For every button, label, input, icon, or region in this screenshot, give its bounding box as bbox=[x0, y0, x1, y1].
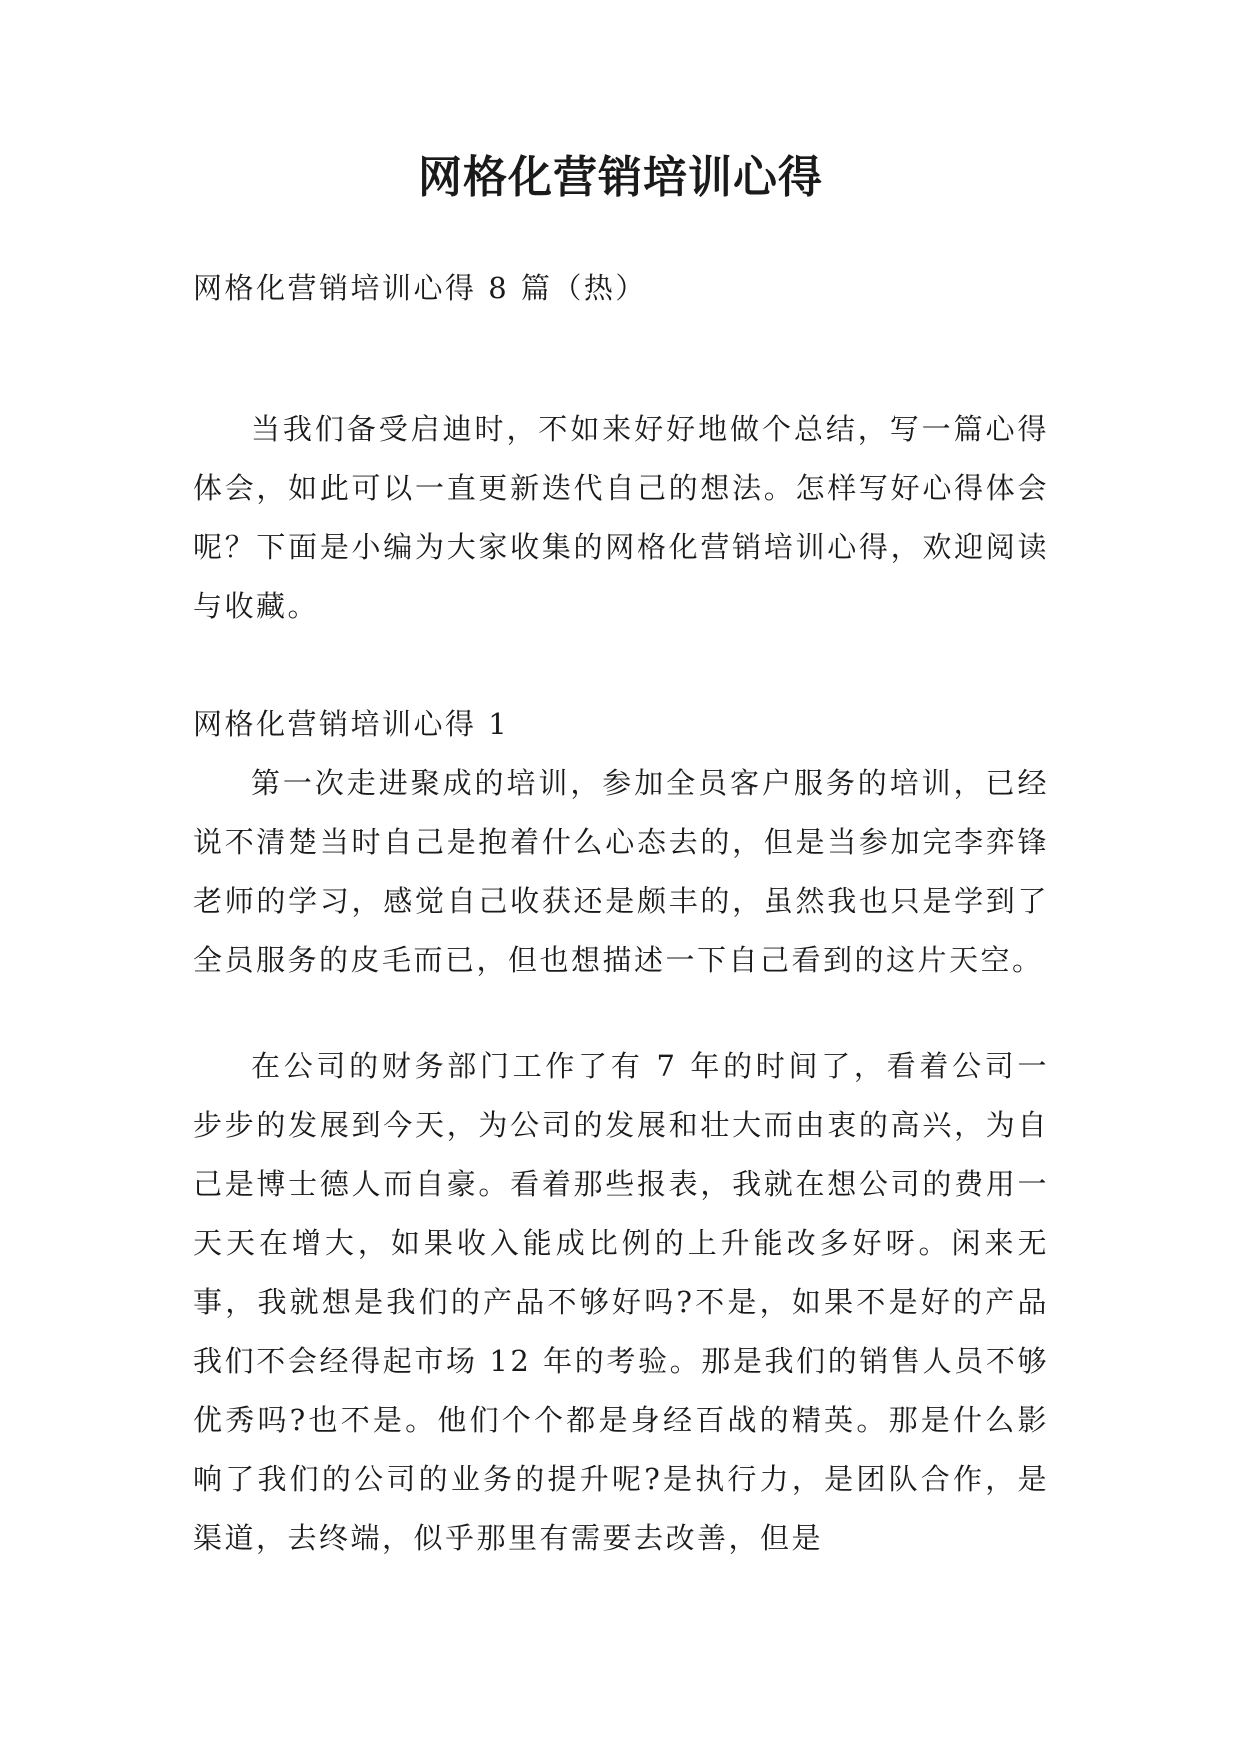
document-title: 网格化营销培训心得 bbox=[418, 152, 823, 203]
section-heading: 网格化营销培训心得 1 bbox=[193, 707, 510, 741]
intro-paragraph: 当我们备受启迪时，不如来好好地做个总结，写一篇心得体会，如此可以一直更新迭代自己的想法。怎样写好心得体会呢？下面是小编为大家收集的网格化营销培训心得，欢迎阅读与收藏。 bbox=[193, 412, 1049, 623]
body-paragraph: 在公司的财务部门工作了有 7 年的时间了，看着公司一步步的发展到今天，为公司的发展和壮大而由衷的高兴，为自己是博士德人而自豪。看着那些报表，我就在想公司的费用一天天在增大，如果收入能成比例的上升能改多好呀。闲来无事，我就想是我们的产品不够好吗?不是，如果不是好的产品我们不会经得起市场 12 年的考验。那是我们的销售人员不够优秀吗?也不是。他们个个都是身经百战的精英。那是什么影响了我们的公司的业务的提升呢?是执行力，是团队合作，是渠道，去终端，似乎那里有需要去改善，但是 bbox=[193, 1049, 1049, 1555]
body-paragraph: 第一次走进聚成的培训，参加全员客户服务的培训，已经说不清楚当时自己是抱着什么心态去的，但是当参加完李弈锋老师的学习，感觉自己收获还是颇丰的，虽然我也只是学到了全员服务的皮毛而已，但也想描述一下自己看到的这片天空。 bbox=[193, 766, 1049, 977]
document-subtitle: 网格化营销培训心得 8 篇（热） bbox=[193, 271, 647, 305]
